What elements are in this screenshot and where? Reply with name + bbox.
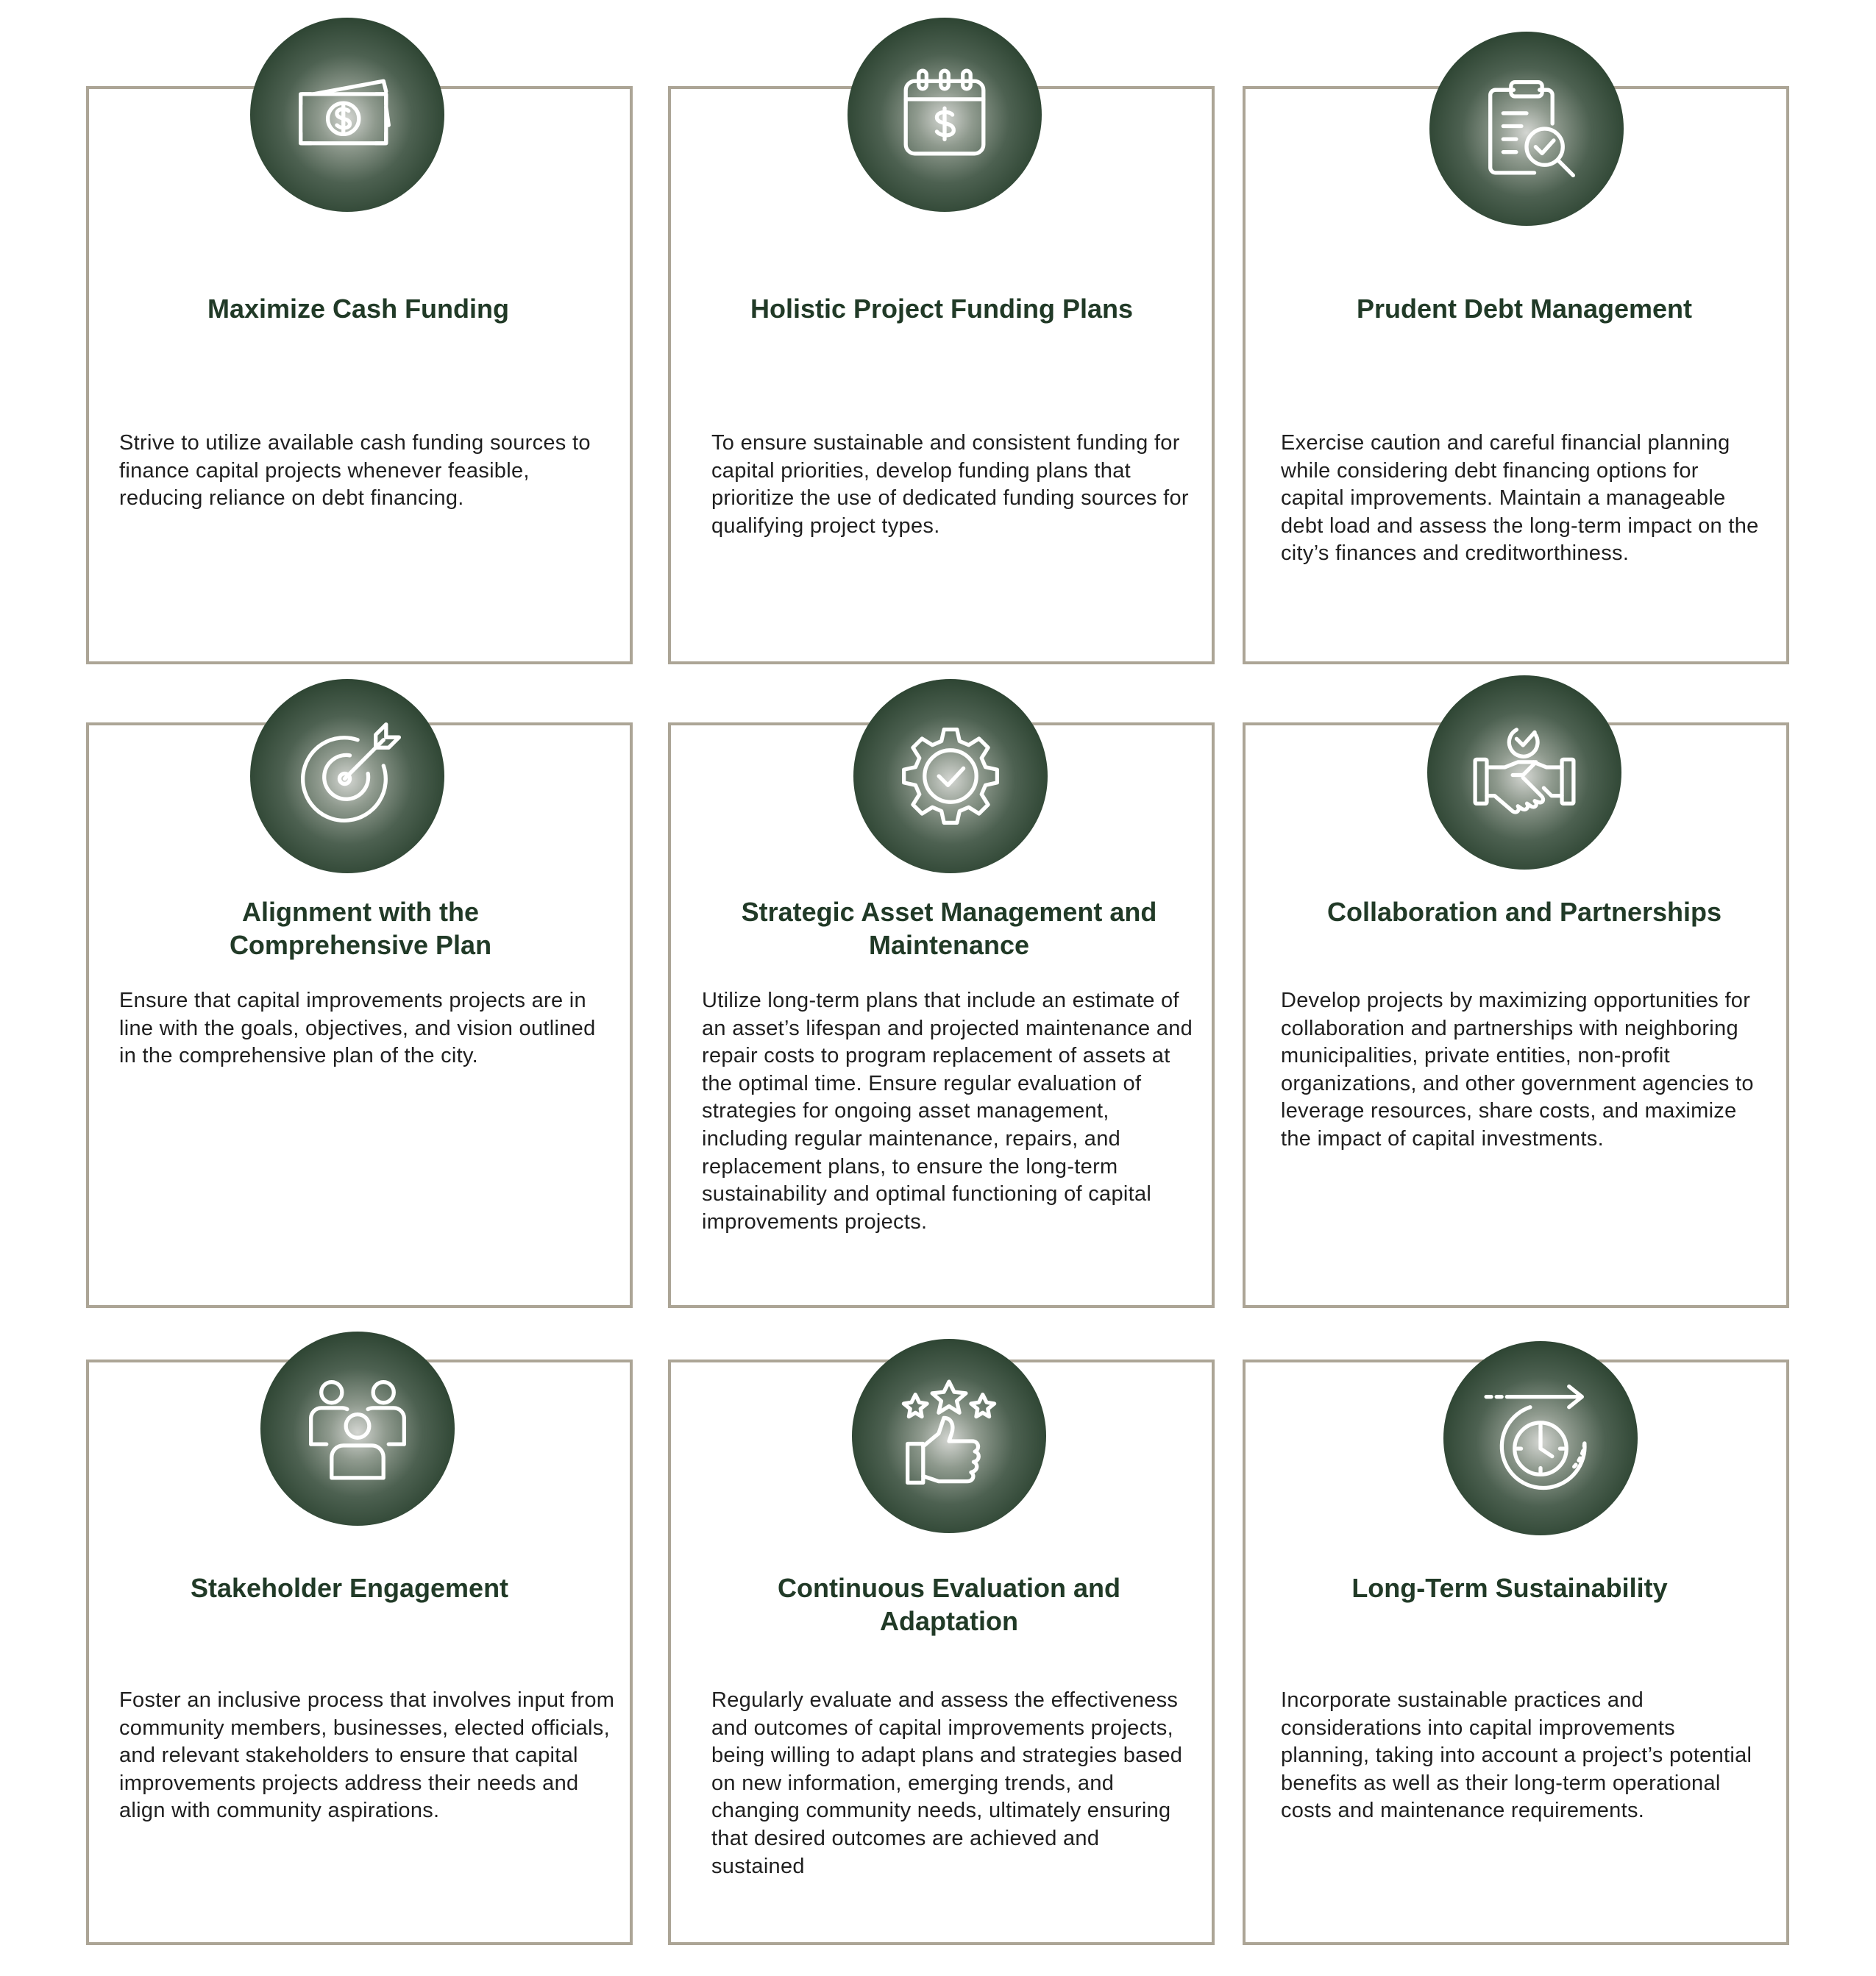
card-body: Foster an inclusive process that involves input from community members, businesses, elected officials, and relevant stakeholders to ensure that capital improvements projects address their needs and align with community aspirations. bbox=[119, 1688, 615, 1823]
clock-arrow-icon bbox=[1476, 1373, 1605, 1503]
badge-1 bbox=[250, 18, 444, 212]
badge-7 bbox=[260, 1332, 455, 1526]
card-title: Prudent Debt Management bbox=[1356, 294, 1693, 324]
badge-9 bbox=[1443, 1341, 1638, 1535]
card-title: Holistic Project Funding Plans bbox=[750, 294, 1134, 324]
card-body: To ensure sustainable and consistent funding for capital priorities, develop funding plans that prioritize the use of dedicated funding sources for qualifying project types. bbox=[711, 431, 1189, 538]
thumbs-up-stars-icon bbox=[884, 1371, 1014, 1501]
gear-check-icon bbox=[886, 711, 1015, 841]
card-title: Collaboration and Partnerships bbox=[1326, 897, 1722, 927]
badge-4 bbox=[250, 679, 444, 873]
badge-5 bbox=[853, 679, 1048, 873]
target-arrow-icon bbox=[283, 711, 412, 841]
card-body: Regularly evaluate and assess the effectiveness and outcomes of capital improvements projects, being willing to adapt plans and strategies based on new information, emerging trends, and changing community needs, ultimately ensuring that desired outcomes are achieved and sustained bbox=[711, 1688, 1183, 1878]
card-title: Long-Term Sustainability bbox=[1351, 1573, 1668, 1603]
badge-2 bbox=[848, 18, 1042, 212]
card-title: Alignment with the Comprehensive Plan bbox=[229, 897, 492, 960]
card-body: Ensure that capital improvements projects are in line with the goals, objectives, and vision outlined in the comprehensive plan of the city. bbox=[119, 989, 596, 1068]
card-body: Strive to utilize available cash funding sources to finance capital projects whenever feasible, reducing reliance on debt financing. bbox=[119, 431, 591, 511]
money-bills-icon bbox=[283, 50, 412, 180]
card-body: Develop projects by maximizing opportunities for collaboration and partnerships with neighboring municipalities, private entities, non-profit organizations, and other government agencies to leverage resources, share costs, and maximize the impact of capital investments. bbox=[1281, 989, 1754, 1151]
badge-6 bbox=[1427, 675, 1621, 870]
card-title: Maximize Cash Funding bbox=[207, 294, 510, 324]
calendar-dollar-icon bbox=[880, 50, 1009, 180]
card-title: Continuous Evaluation and Adaptation bbox=[778, 1573, 1120, 1636]
card-body: Utilize long-term plans that include an estimate of an asset’s lifespan and projected maintenance and repair costs to program replacement of assets at the optimal time. Ensure regular evaluation of strategies for ongoing asset management, including regular maintenance, repairs, and replacement plans, to ensure the long-term sustainability and optimal functioning of capital improvements projects. bbox=[702, 989, 1193, 1234]
badge-3 bbox=[1429, 32, 1624, 226]
handshake-check-icon bbox=[1460, 708, 1589, 837]
card-title: Strategic Asset Management and Maintenance bbox=[741, 897, 1157, 960]
badge-8 bbox=[852, 1339, 1046, 1533]
card-body: Incorporate sustainable practices and considerations into capital improvements planning, taking into account a project’s potential benefits as well as their long-term operational costs and maintenance requirements. bbox=[1281, 1688, 1752, 1823]
people-group-icon bbox=[293, 1364, 422, 1493]
card-title: Stakeholder Engagement bbox=[190, 1573, 509, 1603]
card-body: Exercise caution and careful financial planning while considering debt financing options for capital improvements. Maintain a manageable debt load and assess the long-term impact on the city’s finances and creditworthiness. bbox=[1281, 431, 1759, 566]
clipboard-magnifier-icon bbox=[1462, 64, 1591, 193]
